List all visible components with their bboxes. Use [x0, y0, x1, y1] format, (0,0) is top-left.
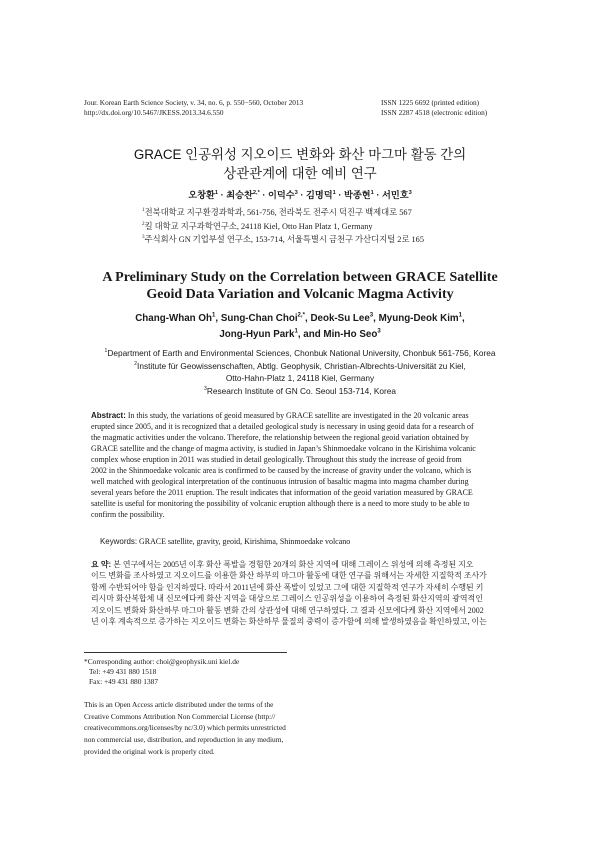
author-separator: · [338, 190, 342, 200]
abstract-line: GRACE satellite and the change of magma activity, is studied in Japan’s Shinmoedake volcano in the Kirishima volcanic [91, 444, 476, 454]
doi-link[interactable]: http://dx.doi.org/10.5467/JKESS.2013.34.6.550 [84, 108, 224, 117]
korean-authors [0, 187, 600, 201]
issn-print: ISSN 1225 6692 (printed edition) [381, 98, 480, 107]
author: Jong-Hyun Park$^1$, [219, 328, 301, 340]
english-affiliation: $^3$Research Institute of GN Co. Seoul 153-714, Korea [204, 385, 396, 396]
abstract-line: Abstract: In this study, the variations of geoid measured by GRACE satellite are investigated in the 20 volcanic areas [91, 411, 469, 420]
korean-affiliation: $^2$킬 대학교 지구과학연구소, 24118 Kiel, Otto Han Platz 1, Germany [142, 220, 373, 231]
korean-affiliation: $^3$주식회사 GN 기업부설 연구소, 153-714, 서울특별시 금천구 가산디지털 2로 165 [142, 234, 424, 244]
license-line: provided the original work is properly cited. [84, 746, 215, 756]
author: Chang-Whan Oh$^1$, [135, 312, 219, 324]
keywords-text: GRACE satellite, gravity, geoid, Kirishima, Shinmoedake volcano [139, 537, 351, 546]
author-separator: · [262, 190, 266, 200]
author: Sung-Chan Choi$^{2,*}$, [220, 312, 308, 324]
abstract-line: several years before the 2011 eruption. The result indicates that information of the geoid variation measured by GRACE [91, 488, 473, 498]
author-separator: · [376, 190, 380, 200]
korean-abstract-line: 이드 변화를 조사하였고 지오이드를 이용한 화산 하부의 마그마 활동에 대한 연구를 위해서는 자세한 지질학적 조사가 [91, 571, 487, 581]
korean-abstract-line: 년 이후 계속적으로 증가하는 지오이드 변화는 화산하부 물질의 중력이 증가함에 의해 발생하였음을 확인하였고, 이는 [91, 617, 487, 627]
author: 김명덕$^1$ [305, 189, 336, 200]
korean-abstract-line: 함께 수반되어야 함을 인지하였다. 따라서 2011년에 화산 폭발이 있었고 그에 대한 지질학적 연구가 자세히 수행된 키 [91, 582, 484, 592]
license-line: creativecommons.org/licenses/by nc/3.0) which permits unrestricted [84, 723, 286, 733]
abstract-line: complex whose eruption in 2011 was studied in detail geologically. Throughout this study the increase of geoid from [91, 455, 462, 465]
abstract-line: 2002 in the Shinmoedake volcanic area is confirmed to be caused by the increase of gravity under the volcano, which is [91, 466, 472, 476]
korean-abstract-line: 지오이드 변화와 화산하부 마그마 활동 변화 간의 상관성에 대해 연구하였다. 그 결과 신모에다케 화산 지역에서 2002 [91, 605, 484, 615]
author: 박종현$^1$ [343, 189, 374, 200]
english-authors-line-1 [0, 311, 600, 327]
author: 서민호$^3$ [381, 189, 412, 200]
korean-affiliation: $^1$전북대학교 지구환경과학과, 561-756, 전라북도 전주시 덕진구 백제대로 567 [142, 207, 412, 217]
author: 최승찬$^{2,*}$ [226, 189, 260, 200]
corresponding-author[interactable]: *Corresponding author: choi@geophysik.uni kiel.de [84, 657, 240, 666]
korean-abstract-label: 요 약: [91, 560, 112, 569]
author-telephone: Tel: +49 431 880 1518 [89, 667, 157, 676]
license-line: non commercial use, distribution, and reproduction in any medium, [84, 735, 284, 745]
license-notice [84, 699, 314, 758]
author-separator: · [220, 190, 224, 200]
author: 오창환$^1$ [188, 189, 218, 200]
keywords-label: Keywords: [100, 537, 138, 546]
abstract-line: satellite is useful for monitoring the possibility of volcanic eruption although there is a need to more study to be able to [91, 499, 470, 509]
footnote-divider [84, 652, 287, 653]
keywords [100, 537, 350, 546]
author: and Min-Ho Seo$^3$ [303, 328, 381, 340]
author-fax: Fax: +49 431 880 1387 [89, 677, 159, 686]
author: Myung-Deok Kim$^1$, [378, 312, 465, 324]
english-affiliation: $^2$Institute für Geowissenschaften, Abtlg. Geophysik, Christian-Albrechts-Universität zu Kiel, [134, 360, 466, 371]
abstract-line: the magmatic activities under the volcano. Therefore, the relationship between the regional geoid variation obtained by [91, 433, 469, 443]
korean-abstract [91, 559, 516, 627]
abstract-line: confirm the possibility. [91, 510, 165, 520]
journal-citation: Jour. Korean Earth Science Society, v. 34, no. 6, p. 550−560, October 2013 [84, 98, 304, 107]
english-affiliation: Otto-Hahn-Platz 1, 24118 Kiel, Germany [225, 373, 375, 383]
license-line: This is an Open Access article distributed under the terms of the [84, 700, 274, 709]
korean-title-line-1: GRACE 인공위성 지오이드 변화와 화산 마그마 활동 간의 [133, 147, 467, 162]
english-title-line-1: A Preliminary Study on the Correlation between GRACE Satellite [102, 270, 498, 285]
english-authors-line-2 [0, 327, 600, 343]
author: Deok-Su Lee$^3$, [310, 312, 376, 324]
english-affiliation: $^1$Department of Earth and Environmental Sciences, Chonbuk National University, Chonbuk 561-756, Korea [104, 348, 496, 358]
author-separator: · [300, 190, 304, 200]
korean-abstract-line: 요 약: 본 연구에서는 2005년 이후 화산 폭발을 경험한 20개의 화산 지역에 대해 그레이스 위성에 의해 측정된 지오 [91, 560, 474, 569]
license-line: Creative Commons Attribution Non Commercial License (http:// [84, 711, 276, 721]
author: 이덕수$^3$ [267, 189, 298, 200]
korean-title-line-2: 상관관계에 대한 예비 연구 [223, 166, 377, 181]
issn-electronic: ISSN 2287 4518 (electronic edition) [381, 108, 488, 117]
abstract [91, 410, 516, 520]
abstract-line: erupted since 2005, and it is recognized that a detailed geological study is necessary in using geoid data for a research of [91, 422, 474, 432]
abstract-line: well matched with geological interpretation of the continuous intrusion of basaltic magma into magma chamber during [91, 477, 469, 487]
abstract-label: Abstract: [91, 411, 126, 420]
english-title-line-2: Geoid Data Variation and Volcanic Magma Activity [146, 287, 454, 302]
korean-abstract-line: 리시마 화산복합체 내 신모에다케 화산 지역을 대상으로 그레이스 인공위성을 이용하여 측정된 화산지역의 광역적인 [91, 594, 483, 604]
